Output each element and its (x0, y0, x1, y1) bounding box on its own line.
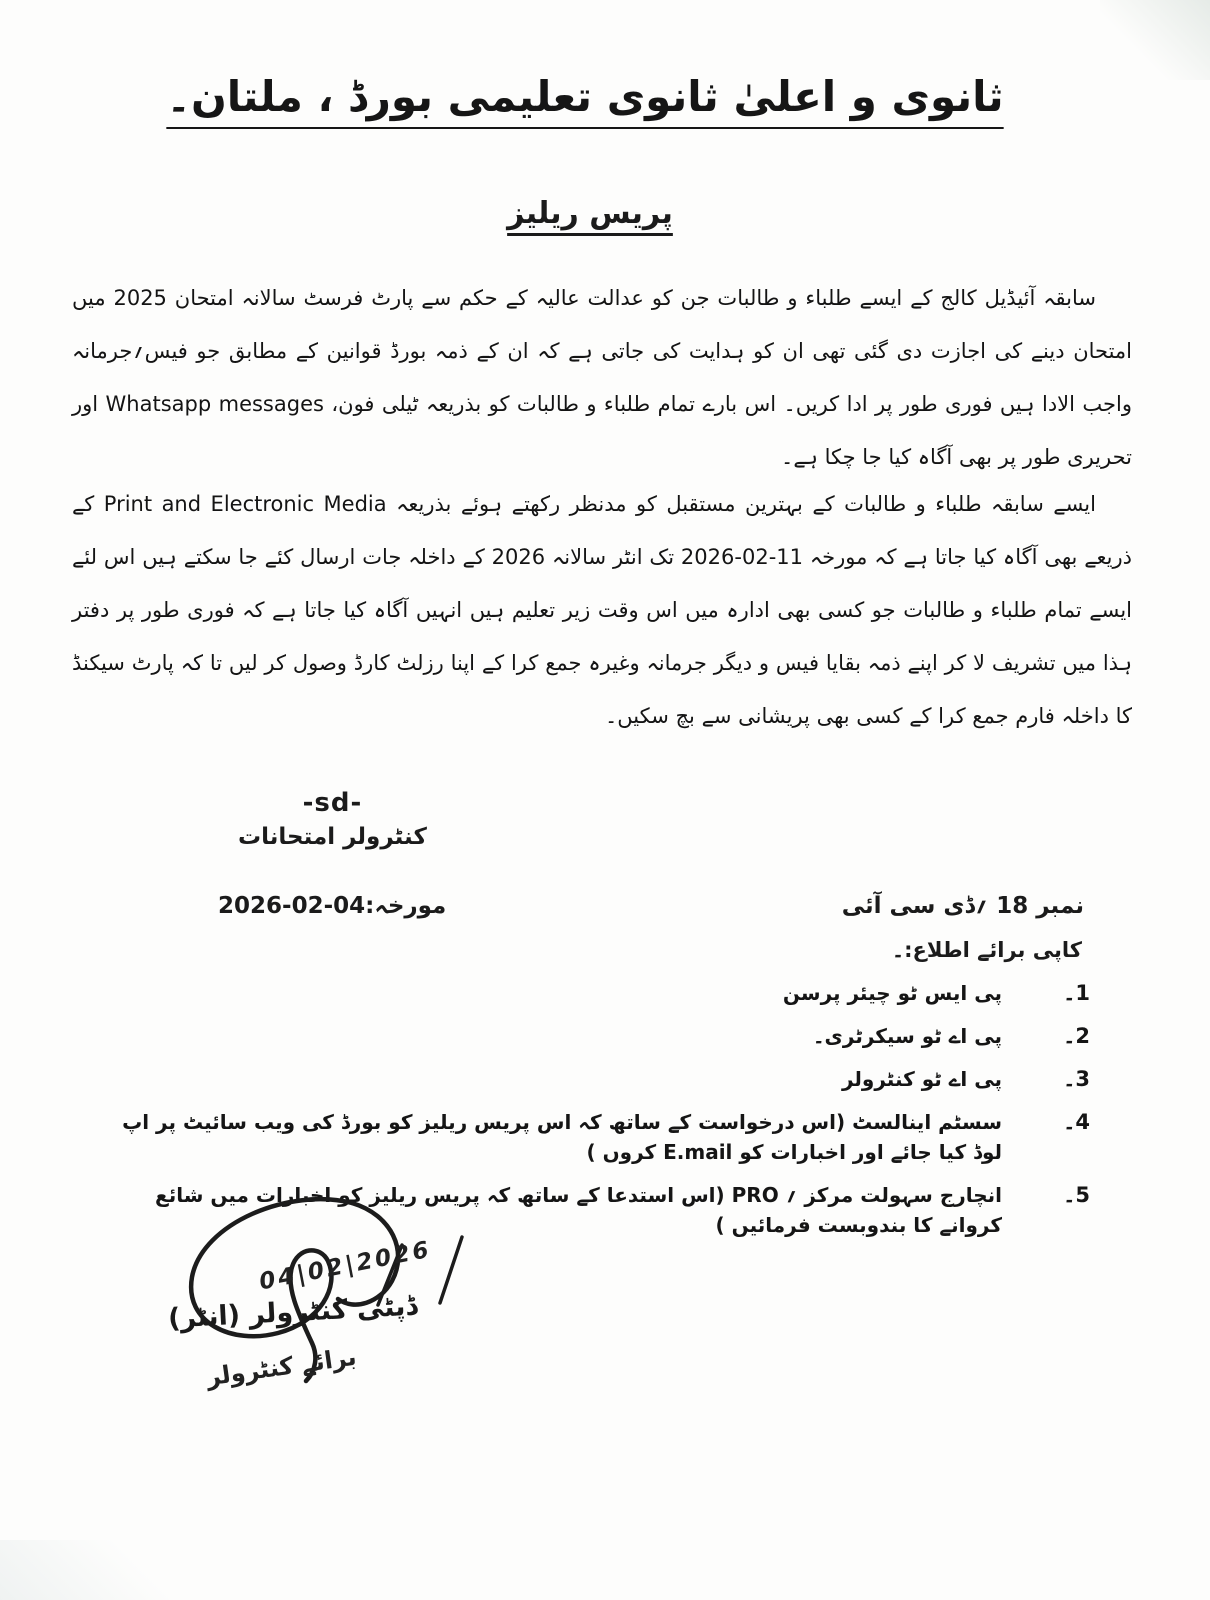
copy-for-information-heading: کاپی برائے اطلاع:۔ (891, 938, 1082, 962)
cc-item-number: 2۔ (1063, 1024, 1090, 1048)
cc-item-number: 3۔ (1063, 1067, 1090, 1091)
cc-item-pa-to-secretary (90, 1021, 1090, 1051)
for-controller-title: برائے کنٹرولر (204, 1342, 359, 1392)
org-title: ثانوی و اعلیٰ ثانوی تعلیمی بورڈ ، ملتان۔ (166, 72, 1004, 121)
doc-type-title: پریس ریلیز (507, 196, 673, 231)
sd-mark: -sd- (302, 788, 363, 818)
handwritten-signature-date: 04|02|2026 (257, 1236, 434, 1296)
cc-item-number: 4۔ (1063, 1110, 1090, 1134)
cc-item-pa-to-controller (90, 1064, 1090, 1094)
scan-corner-shadow (0, 1540, 190, 1600)
deputy-controller-inter-title: ڈپٹی کنٹرولر (انٹر) (167, 1290, 419, 1335)
cc-item-ps-to-chairperson (90, 978, 1090, 1008)
cc-item-number: 5۔ (1063, 1183, 1090, 1207)
signed-block (238, 788, 427, 850)
paragraph-admissions-notice: ایسے سابقہ طلباء و طالبات کے بہترین مستقبل کو مدنظر رکھتے ہوئے بذریعہ Print and Electronic Media کے ذریعے بھی آگاہ کیا جاتا ہے کہ مورخہ 11-02-2026 تک انٹر سالانہ 2026 کے داخلہ جات ارسال کئے جا سکتے ہیں اس لئے ایسے تمام طلباء و طالبات جو کسی بھی ادارہ میں اس وقت زیر تعلیم ہیں انہیں آگاہ کیا جاتا ہے کہ فوری طور پر دفتر ہذا میں تشریف لا کر اپنے ذمہ بقایا فیس و دیگر جرمانہ وغیرہ جمع کرا کے اپنا رزلٹ کارڈ وصول کر لیں تا کہ پارٹ سیکنڈ کا داخلہ فارم جمع کرا کے کسی بھی پریشانی سے بچ سکیں۔ (72, 492, 1132, 728)
paragraph-fees-notice: سابقہ آئیڈیل کالج کے ایسے طلباء و طالبات جن کو عدالت عالیہ کے حکم سے پارٹ فرسٹ سالانہ امتحان 2025 میں امتحان دینے کی اجازت دی گئی تھی ان کو ہدایت کی جاتی ہے کہ ان کے ذمہ بورڈ قوانین کے مطابق جو فیس؍جرمانہ واجب الادا ہیں فوری طور پر ادا کریں۔ اس بارے تمام طلباء و طالبات کو بذریعہ ٹیلی فون، Whatsapp messages اور تحریری طور پر بھی آگاہ کیا جا چکا ہے۔ (72, 286, 1132, 469)
cc-item-text: پی اے ٹو سیکرٹری۔ (812, 1024, 1002, 1048)
cc-item-text: سسٹم اینالسٹ (اس درخواست کے ساتھ کہ اس پریس ریلیز کو بورڈ کی ویب سائیٹ پر اپ لوڈ کیا جائے اور اخبارات کو E.mail کروں ) (122, 1110, 1002, 1164)
signature-area (140, 1185, 660, 1445)
controller-of-examinations-title: کنٹرولر امتحانات (238, 824, 427, 850)
cc-item-text: پی ایس ٹو چیئر پرسن (782, 981, 1002, 1005)
cc-item-system-analyst (90, 1107, 1090, 1167)
reference-row (218, 893, 1084, 919)
cc-item-number: 1۔ (1063, 981, 1090, 1005)
cc-item-text: پی اے ٹو کنٹرولر (841, 1067, 1002, 1091)
reference-number: نمبر 18 ؍ڈی سی آئی (841, 893, 1084, 919)
dated-line: مورخہ:04-02-2026 (218, 893, 447, 919)
scan-corner-shadow (1100, 0, 1210, 80)
cc-item-text: انچارج سہولت مرکز ؍ PRO (اس استدعا کے ساتھ کہ پریس ریلیز کو اخبارات میں شائع کروانے کا بندوبست فرمائیں ) (155, 1183, 1002, 1237)
